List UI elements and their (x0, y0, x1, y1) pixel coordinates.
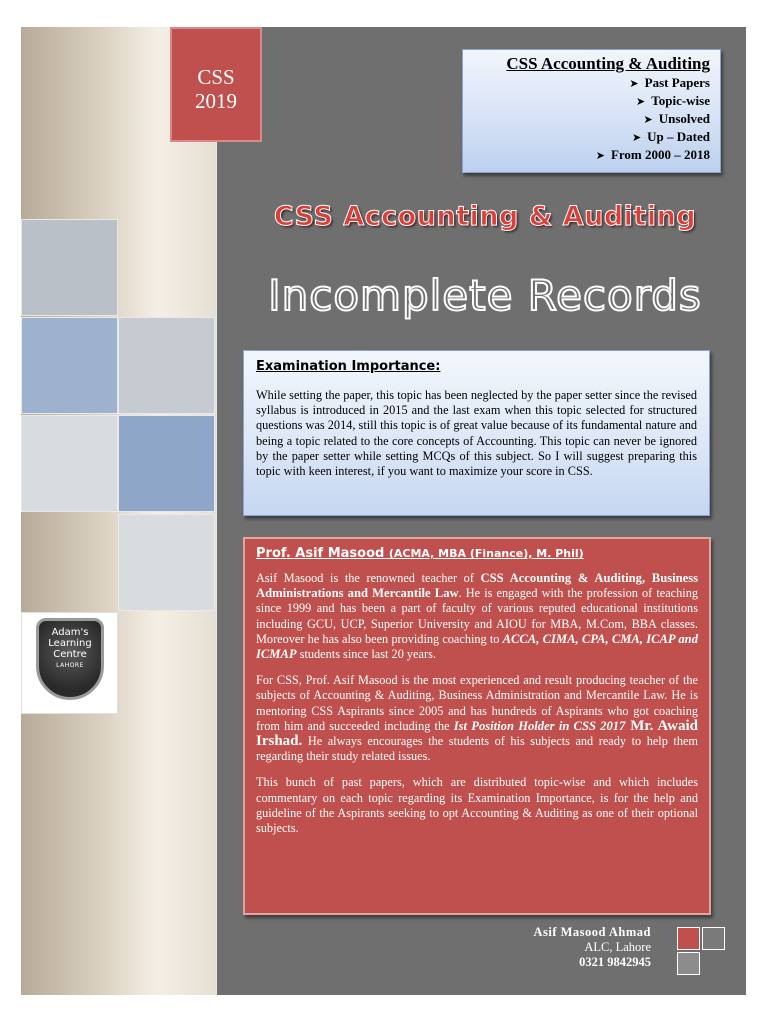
info-box (462, 49, 721, 173)
badge-line1: CSS (197, 65, 235, 89)
signature-name: Asif Masood Ahmad (533, 925, 651, 939)
arrow-right-icon: ➤ (595, 149, 605, 162)
left-decorative-strip (21, 27, 217, 995)
professor-credentials: (ACMA, MBA (Finance), M. Phil) (388, 547, 584, 560)
info-item: ➤ Unsolved (643, 111, 710, 126)
decor-tile (21, 415, 118, 512)
signature-org: ALC, Lahore (584, 940, 651, 954)
badge-line2: 2019 (195, 89, 237, 113)
examination-importance-box (243, 350, 710, 516)
info-item: ➤ Up – Dated (631, 129, 710, 144)
info-item: ➤ From 2000 – 2018 (595, 147, 710, 162)
professor-bio-box (243, 537, 711, 915)
subject-title: CSS Accounting & Auditing (273, 201, 697, 232)
decor-square (702, 927, 725, 950)
decor-tile (118, 317, 215, 414)
bio-paragraph-3: This bunch of past papers, which are distributed topic-wise and which includes commentary on each topic regarding its Examination Importance, is for the help and guideline of the Aspirants seeking to opt Accounting & Auditing as one of their optional subjects. (256, 775, 698, 836)
professor-name: Prof. Asif Masood (ACMA, MBA (Finance), M. Phil) (256, 546, 584, 561)
info-box-title: CSS Accounting & Auditing (506, 54, 710, 73)
bio-paragraph-1: Asif Masood is the renowned teacher of CSS Accounting & Auditing, Business Administrations and Mercantile Law. He is engaged with the profession of teaching since 1999 and has been a part of faculty of various reputed educational institutions including GCU, UCP, Superior University and AIOU for MBA, M.Com, BBA classes. Moreover he has also been providing coaching to ACCA, CIMA, CPA, CMA, ICAP and ICMAP students since last 20 years. (256, 571, 698, 662)
css-year-badge (170, 27, 262, 142)
cover-page (21, 27, 746, 995)
arrow-right-icon: ➤ (643, 113, 653, 126)
decor-square (677, 952, 700, 975)
info-item: ➤ Past Papers (629, 75, 710, 90)
decor-tile (21, 219, 118, 316)
topic-title: Incomplete Records (268, 271, 702, 320)
arrow-right-icon: ➤ (631, 131, 642, 144)
bio-paragraph-2: For CSS, Prof. Asif Masood is the most experienced and result producing teacher of the subjects of Accounting & Auditing, Business Administration and Mercantile Law. He is mentoring CSS Aspirants since 2005 and has hundreds of Aspirants who got coaching from him and succeeded including the Ist Position Holder in CSS 2017 Mr. Awaid Irshad. He always encourages the students of his subjects and ready to help them regarding their study related issues. (256, 673, 698, 764)
arrow-right-icon: ➤ (636, 95, 646, 108)
signature-phone: 0321 9842945 (579, 955, 651, 969)
logo-tile (21, 612, 118, 714)
decor-tile (118, 415, 215, 512)
arrow-right-icon: ➤ (629, 77, 639, 90)
decor-tile (21, 317, 118, 414)
info-item: ➤ Topic-wise (636, 93, 710, 108)
signature-block (441, 925, 651, 970)
decor-square (677, 927, 700, 950)
decor-tile (118, 514, 215, 611)
exam-text: While setting the paper, this topic has been neglected by the paper setter since the revised syllabus is introduced in 2015 and the last exam when this topic selected for structured questions was 2014, still this topic is of great value because of its fundamental nature and being a topic related to the core concepts of Accounting. This topic can never be ignored by the paper setter while setting MCQs of this subject. So I will suggest preparing this topic with keen interest, if you want to maximize your score in CSS. (256, 388, 697, 479)
adams-learning-centre-logo: Adam's Learning Centre LAHORE (36, 618, 104, 700)
exam-heading: Examination Importance: (256, 359, 441, 374)
